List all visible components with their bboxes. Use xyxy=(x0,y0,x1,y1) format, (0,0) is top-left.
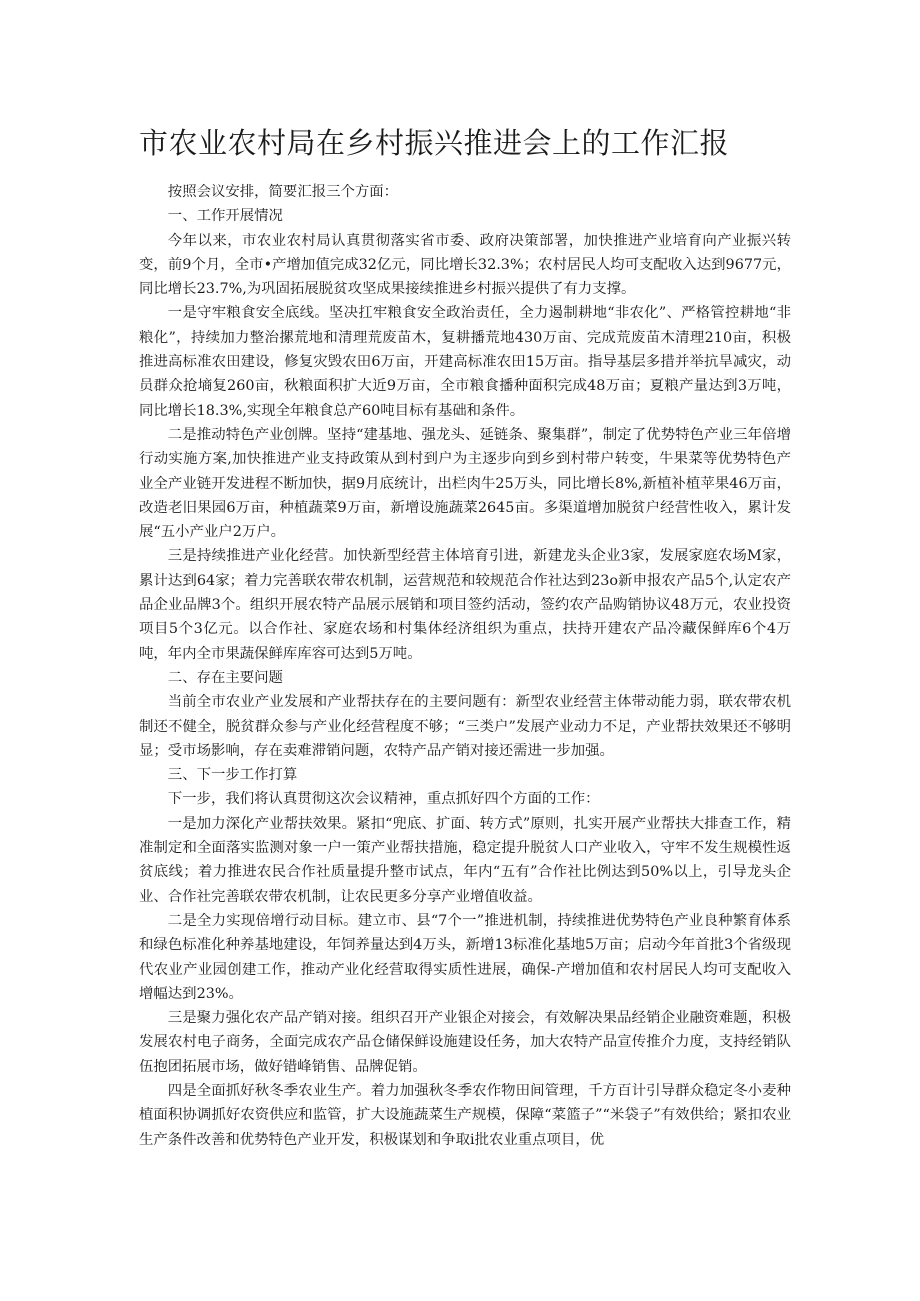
paragraph-intro: 按照会议安排，简要汇报三个方面： xyxy=(167,184,399,200)
section-heading-2: 二、存在主要问题 xyxy=(167,669,283,686)
paragraph: 三是聚力强化农产品产销对接。组织召开产业银企对接会，有效解决果品经销企业融资难题，积极发展农村电子商务，全面完成农产品仓储保鲜设施建设任务，加大农特产品宣传推介力度，支持经销队伍抱团拓展市场，做好错峰销售、品牌促销。 xyxy=(139,1010,791,1075)
paragraph: 二是全力实现倍增行动目标。建立市、县“7个一”推进机制，持续推进优势特色产业良种繁育体系和绿色标准化种养基地建设，年饲养量达到4万头，新增13标准化基地5万亩；启动今年首批3个省级现代农业产业园创建工作，推动产业化经营取得实质性进展，确保-产增加值和农村居民人均可支配收入增幅达到23%。 xyxy=(139,912,791,1002)
paragraph: 今年以来，市农业农村局认真贯彻落实省市委、政府决策部署，加快推进产业培育向产业振兴转变，前9个月，全市•产增加值完成32亿元，同比增长32.3%；农村居民人均可支配收入达到9677元，同比增长23.7%,为巩固拓展脱贫攻坚成果接续推进乡村振兴提供了有力支撑。 xyxy=(139,232,791,298)
paragraph: 当前全市农业产业发展和产业帮扶存在的主要问题有：新型农业经营主体带动能力弱，联农带农机制还不健全，脱贫群众参与产业化经营程度不够；“三类户”发展产业动力不足，产业帮扶效果还不够明显；受市场影响，存在卖难滞销问题，农特产品产销对接还需进一步加强。 xyxy=(139,694,791,759)
paragraph: 一是加力深化产业帮扶效果。紧扣“兜底、扩面、转方式”原则，扎实开展产业帮扶大排查工作，精准制定和全面落实监测对象一户一策产业帮扶措施，稳定提升脱贫人口产业收入，守牢不发生规模性返贫底线；着力推进农民合作社质量提升整市试点，年内“五有”合作社比例达到50%以上，引导龙头企业、合作社完善联农带农机制，让农民更多分享产业增值收益。 xyxy=(139,815,791,905)
document-title: 市农业农村局在乡村振兴推进会上的工作汇报 xyxy=(139,126,730,160)
section-heading-1: 一、工作开展情况 xyxy=(167,208,283,225)
paragraph: 下一步，我们将认真贯彻这次会议精神，重点抓好四个方面的工作： xyxy=(167,791,600,808)
paragraph: 四是全面抓好秋冬季农业生产。着力加强秋冬季农作物田间管理，千方百计引导群众稳定冬小麦种植面积协调抓好农资供应和监管，扩大设施蔬菜生产规模，保障“菜篮子”“米袋子”有效供给；紧扣农业生产条件改善和优势特色产业开发，积极谋划和争取i批农业重点项目，优 xyxy=(139,1082,791,1148)
section-heading-3: 三、下一步工作打算 xyxy=(167,767,298,784)
paragraph: 二是推动特色产业创牌。坚持“建基地、强龙头、延链条、聚集群”，制定了优势特色产业三年倍增行动实施方案,加快推进产业支持政策从到村到户为主逐步向到乡到村带户转变，牛果菜等优势特色产业全产业链开发进程不断加快，据9月底统计，出栏肉牛25万头，同比增长8%,新植补植苹果46万亩，改造老旧果园6万亩，种植蔬菜9万亩，新增设施蔬菜2645亩。多渠道增加脱贫户经营性收入，累计发展“五小产业户2万户。 xyxy=(139,426,791,541)
paragraph: 一是守牢粮食安全底线。坚决扛牢粮食安全政治责任，全力遏制耕地“非农化”、严格管控耕地“非粮化”，持续加力整治摞荒地和清理荒废苗木，复耕播荒地430万亩、完成荒废苗木清理210亩，积极推进高标准农田建设，修复灾毁农田6万亩，开建高标准农田15万亩。指导基层多措并举抗旱减灾，动员群众抢墒复260亩，秋粮面积扩大近9万亩，全市粮食播种面积完成48万亩；夏粮产量达到3万吨，同比增长18.3%,实现全年粮食总产60吨目标有基础和条件。 xyxy=(139,305,791,419)
document-body xyxy=(139,180,791,1152)
paragraph: 三是持续推进产业化经营。加快新型经营主体培育引进，新建龙头企业3家，发展家庭农场M家，累计达到64家；着力完善联农带农机制，运营规范和较规范合作社达到23o新申报农产品5个,认定农产品企业品牌3个。组织开展农特产品展示展销和项目签约活动，签约农产品购销协议48万元，农业投资项目5个3亿元。以合作社、家庭农场和村集体经济组织为重点，扶持开建农产品冷藏保鲜库6个4万吨，年内全市果蔬保鲜库库容可达到5万吨。 xyxy=(139,548,791,662)
